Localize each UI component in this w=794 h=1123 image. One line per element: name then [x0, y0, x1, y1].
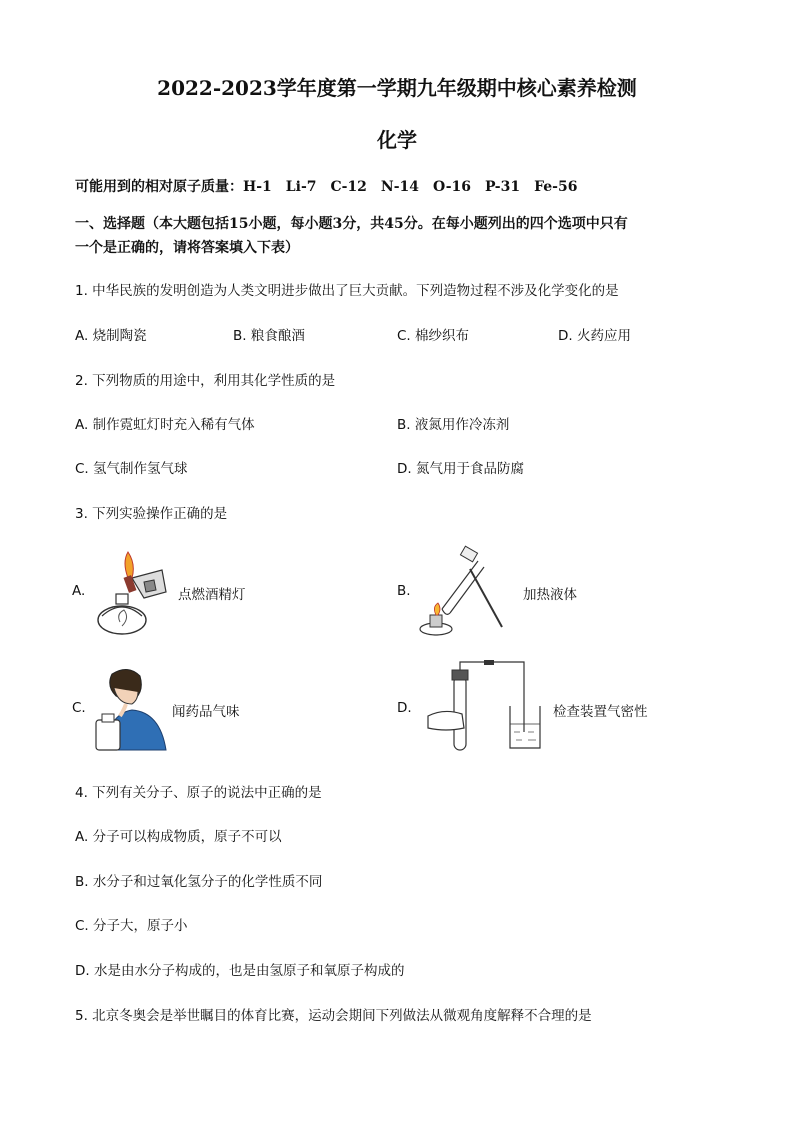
q1-option-a: A. 烧制陶瓷 — [75, 328, 147, 344]
q2-stem: 2. 下列物质的用途中，利用其化学性质的是 — [75, 373, 336, 389]
q2-option-a: A. 制作霓虹灯时充入稀有气体 — [75, 417, 255, 433]
subject-title: 化学 — [377, 128, 417, 152]
atomic-masses: 可能用到的相对原子质量：H-1 Li-7 C-12 N-14 O-16 P-31 Fe-56 — [75, 179, 578, 195]
heating-liquid-icon — [414, 545, 514, 637]
exam-title: 2022-2023学年度第一学期九年级期中核心素养检测 — [157, 76, 637, 100]
alcohol-lamp-lighting-icon — [92, 548, 174, 640]
section-heading-line2: 一个是正确的，请将答案填入下表） — [75, 240, 299, 256]
q2-option-b: B. 液氮用作冷冻剂 — [397, 417, 510, 433]
q2-option-c: C. 氢气制作氢气球 — [75, 461, 188, 477]
q3-letter-c: C. — [72, 700, 86, 716]
q1-option-d: D. 火药应用 — [558, 328, 631, 344]
q3-caption-c: 闻药品气味 — [172, 704, 240, 720]
q1-option-b: B. 粮食酿酒 — [233, 328, 305, 344]
smelling-chemical-icon — [92, 664, 172, 754]
q2-option-d: D. 氮气用于食品防腐 — [397, 461, 524, 477]
airtightness-check-icon — [424, 658, 548, 754]
q3-caption-b: 加热液体 — [523, 587, 577, 603]
q4-option-a: A. 分子可以构成物质，原子不可以 — [75, 829, 282, 845]
q3-stem: 3. 下列实验操作正确的是 — [75, 506, 228, 522]
q3-letter-b: B. — [397, 583, 411, 599]
q1-option-c: C. 棉纱织布 — [397, 328, 470, 344]
q3-caption-d: 检查装置气密性 — [553, 704, 648, 720]
q3-letter-a: A. — [72, 583, 86, 599]
q4-stem: 4. 下列有关分子、原子的说法中正确的是 — [75, 785, 322, 801]
q4-option-d: D. 水是由水分子构成的，也是由氢原子和氧原子构成的 — [75, 963, 405, 979]
section-heading-line1: 一、选择题（本大题包括15小题，每小题3分，共45分。在每小题列出的四个选项中只有 — [75, 216, 628, 232]
q5-stem: 5. 北京冬奥会是举世瞩目的体育比赛，运动会期间下列做法从微观角度解释不合理的是 — [75, 1008, 592, 1024]
q1-stem: 1. 中华民族的发明创造为人类文明进步做出了巨大贡献。下列造物过程不涉及化学变化的是 — [75, 283, 619, 299]
q4-option-c: C. 分子大，原子小 — [75, 918, 188, 934]
q3-letter-d: D. — [397, 700, 412, 716]
q4-option-b: B. 水分子和过氧化氢分子的化学性质不同 — [75, 874, 323, 890]
q3-caption-a: 点燃酒精灯 — [178, 587, 246, 603]
